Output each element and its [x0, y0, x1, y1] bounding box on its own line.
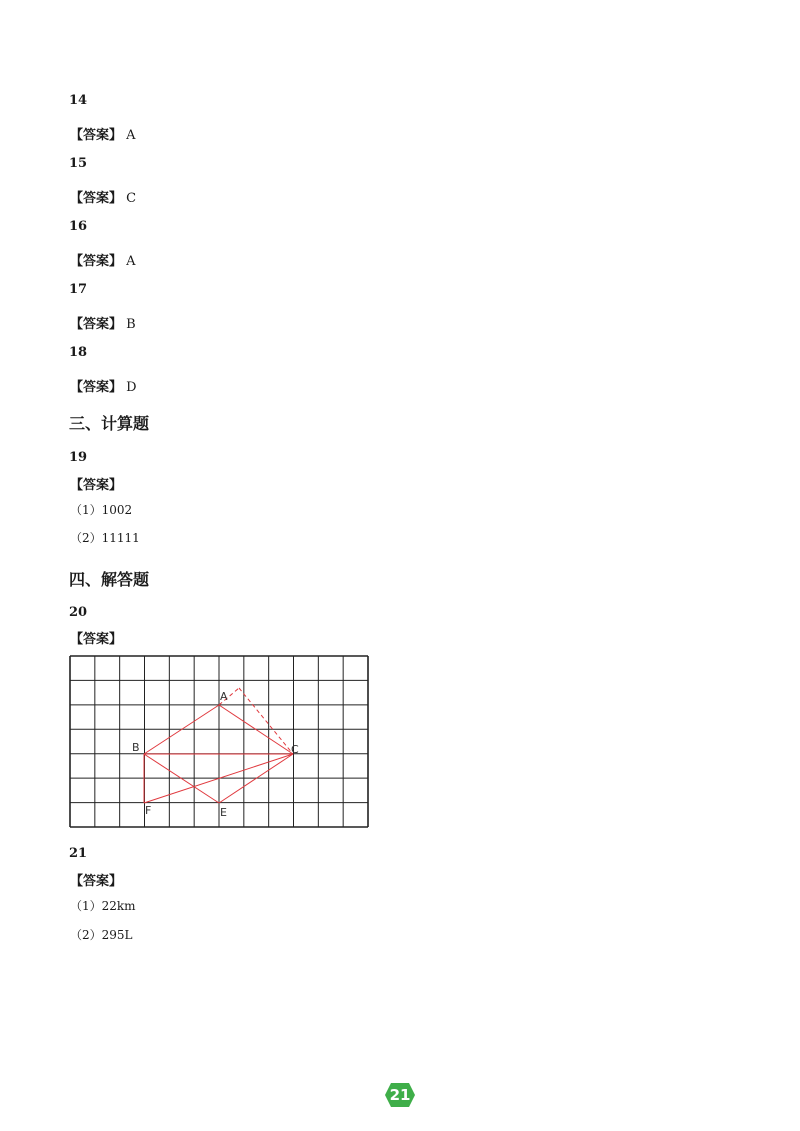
answer-line-16 [70, 250, 136, 269]
point-label-a: A [220, 690, 228, 703]
point-label-b: B [132, 741, 140, 754]
answer-label: 【答案】 [70, 632, 123, 647]
page-number-badge [384, 1082, 416, 1108]
answer-label: 【答案】 [70, 874, 123, 889]
dashed-segment-2 [239, 688, 293, 754]
question-number-18: 18 [69, 345, 88, 360]
answer-label: 【答案】 [70, 191, 123, 206]
grid-figure-svg [69, 655, 369, 828]
answer-value: A [126, 254, 136, 269]
section-title-calculation: 三、计算题 [69, 414, 150, 433]
grid-lines [70, 656, 368, 827]
answer-label-20 [70, 628, 122, 647]
answer-line-17 [70, 313, 136, 332]
geometry-figure [69, 655, 369, 828]
question-number-16: 16 [69, 219, 88, 234]
question-number-15: 15 [69, 156, 88, 171]
answer-label: 【答案】 [70, 478, 123, 493]
answer-line-18 [70, 376, 137, 395]
answer-label-21 [70, 870, 122, 889]
answer-label: 【答案】 [70, 317, 123, 332]
answer-label: 【答案】 [70, 128, 123, 143]
question-number-21: 21 [69, 846, 88, 861]
question-number-20: 20 [69, 605, 88, 620]
answer-value: D [126, 380, 137, 395]
question-number-17: 17 [69, 282, 88, 297]
point-label-c: C [291, 743, 299, 756]
point-label-f: F [145, 804, 152, 817]
point-label-e: E [220, 806, 227, 819]
question-number-19: 19 [69, 450, 88, 465]
answer-label: 【答案】 [70, 254, 123, 269]
answer-part-19-2: （2）11111 [70, 531, 140, 545]
answer-line-14 [70, 124, 136, 143]
page-number: 21 [389, 1086, 411, 1104]
answer-value: A [126, 128, 136, 143]
answer-label: 【答案】 [70, 380, 123, 395]
answer-value: C [126, 191, 137, 206]
answer-line-15 [70, 187, 136, 206]
answer-part-21-2: （2）295L [70, 928, 133, 942]
section-title-problem-solving: 四、解答题 [69, 570, 150, 589]
answer-part-21-1: （1）22km [70, 899, 136, 913]
answer-label-19 [70, 474, 122, 493]
answer-value: B [126, 317, 136, 332]
question-number-14: 14 [69, 93, 88, 108]
answer-part-19-1: （1）1002 [70, 503, 133, 517]
